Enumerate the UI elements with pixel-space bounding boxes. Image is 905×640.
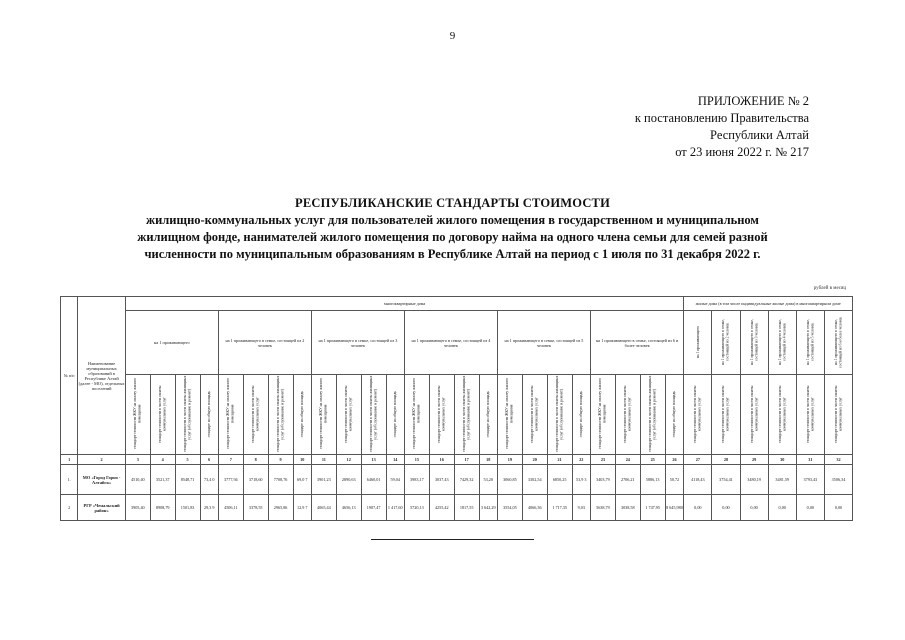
column-number: 30 — [768, 455, 796, 465]
header-house-col — [796, 311, 824, 375]
value-cell: 3038,58 — [615, 495, 640, 521]
header-house-sub — [684, 375, 712, 455]
vertical-header-text: стандарт стоимости в части оплаты коммунальных услуг — [721, 385, 730, 443]
vertical-header-text: стандарт на общую площадь — [672, 390, 677, 438]
appendix-line: Республики Алтай — [710, 128, 809, 142]
value-cell: 3983,17 — [404, 465, 429, 495]
value-cell: 29,3 9 — [200, 495, 218, 521]
vertical-header-text: стандарт на общую площадь — [206, 390, 211, 438]
vertical-header-text: стандарт стоимости в части оплаты жилищных услуг (обслуживание и ремонт) — [555, 375, 564, 453]
value-cell: 53,20 — [479, 465, 497, 495]
vertical-header-text: стандарт стоимости в части оплаты коммунальных услуг — [833, 385, 843, 443]
value-cell: 3718,60 — [243, 465, 268, 495]
value-cell: 1 417,60 — [386, 495, 404, 521]
value-cell: 73,4 0 — [200, 465, 218, 495]
value-cell: 3777,94 — [218, 465, 243, 495]
column-number: 6 — [200, 455, 218, 465]
value-cell: 50,72 — [665, 465, 684, 495]
header-sub-col — [150, 375, 175, 455]
value-cell: 3554,05 — [497, 495, 522, 521]
header-sub-col — [454, 375, 479, 455]
vertical-header-text: стандарт стоимости в части оплаты коммунальных услуг — [693, 385, 702, 443]
value-cell: 1817,55 — [454, 495, 479, 521]
column-number: 18 — [479, 455, 497, 465]
value-cell: 4506,11 — [218, 495, 243, 521]
value-cell: 3037,43 — [429, 465, 454, 495]
column-number: 13 — [361, 455, 386, 465]
header-name: Наименование муниципальных образований в Республике Алтай (далее - МО), отдельных поселений — [78, 297, 126, 455]
header-sub-col — [243, 375, 268, 455]
value-cell: 3901,23 — [311, 465, 336, 495]
vertical-header-text: стандарт стоимости в части оплаты коммунальных услуг — [158, 385, 167, 443]
value-cell: 3 642,29 — [479, 495, 497, 521]
value-cell: 0,00 — [712, 495, 740, 521]
value-cell: 8908,79 — [150, 495, 175, 521]
column-number: 14 — [386, 455, 404, 465]
header-sub-col — [386, 375, 404, 455]
header-subgroup: на 1 проживающего в семье, состоящей из 3 человек — [311, 311, 404, 375]
appendix-header — [635, 93, 809, 161]
value-cell: 5720,13 — [404, 495, 429, 521]
vertical-header-text: стандарт стоимости в части оплаты коммунальных услуг — [777, 385, 787, 443]
value-cell: 5886,13 — [640, 465, 665, 495]
header-subgroup: на 1 проживающего в семье, состоящей из 6 и более человек — [590, 311, 683, 375]
vertical-header-text: стандарт стоимости в части оплаты коммунальных услуг — [805, 385, 815, 443]
vertical-header-text: стандарт стоимости в части оплаты жилищных услуг (обслуживание и ремонт) — [462, 375, 471, 453]
table-row — [61, 465, 853, 495]
column-number: 9 — [268, 455, 293, 465]
column-number: 22 — [572, 455, 590, 465]
appendix-line: к постановлению Правительства — [634, 111, 809, 125]
units-label: рублей в месяц — [813, 286, 846, 291]
value-cell: 7429,32 — [454, 465, 479, 495]
vertical-header-text: на 1 проживающего в семье, состоящей из 4 человек — [777, 319, 787, 366]
value-cell: 3793,43 — [796, 465, 824, 495]
column-number: 28 — [712, 455, 740, 465]
vertical-header-text: стандарт на общую площадь — [392, 390, 397, 438]
vertical-header-text: на 1 проживающего в семье, состоящей из 3 человек — [749, 319, 759, 366]
header-sub-col — [522, 375, 547, 455]
value-cell: 3754,41 — [712, 465, 740, 495]
header-house-col — [768, 311, 796, 375]
vertical-header-text: на 1 проживающего в семье, состоящей из 6 и более человек — [833, 316, 843, 368]
value-cell: 3481,59 — [768, 465, 796, 495]
vertical-header-text: стандарт стоимости в части оплаты коммунальных услуг — [344, 385, 353, 443]
value-cell: 3521,37 — [150, 465, 175, 495]
header-house-col — [824, 311, 852, 375]
header-sub-col — [311, 375, 336, 455]
row-name: МО «Город Горно - Алтайск» — [78, 465, 126, 495]
column-number: 25 — [640, 455, 665, 465]
value-cell: 1 747,95 — [640, 495, 665, 521]
column-number: 23 — [590, 455, 615, 465]
vertical-header-text: на 1 проживающего — [695, 325, 700, 359]
value-cell: 8548,71 — [175, 465, 200, 495]
title-line: РЕСПУБЛИКАНСКИЕ СТАНДАРТЫ СТОИМОСТИ — [294, 196, 611, 210]
value-cell: 3378,55 — [243, 495, 268, 521]
header-group-houses: жилые дома (в том числе индивидуальные жилые дома) в многоквартирном доме — [684, 297, 853, 311]
header-sub-col — [547, 375, 572, 455]
appendix-line: ПРИЛОЖЕНИЕ № 2 — [697, 94, 809, 108]
page-number: 9 — [449, 30, 456, 42]
column-number: 15 — [404, 455, 429, 465]
value-cell: 3060,85 — [497, 465, 522, 495]
header-sub-col — [218, 375, 243, 455]
column-number: 1 — [61, 455, 78, 465]
vertical-header-text: стандарт стоимости в части оплаты коммунальных услуг — [437, 385, 446, 443]
value-cell: 3403,79 — [590, 465, 615, 495]
value-cell: 0,00 — [796, 495, 824, 521]
value-cell: 59,04 — [386, 465, 404, 495]
vertical-header-text: стандарт на общую площадь — [579, 390, 584, 438]
vertical-header-text: стандарт стоимости ЖКУ на оплату жилого помещения — [412, 378, 421, 450]
vertical-header-text: стандарт стоимости ЖКУ на оплату жилого помещения — [226, 378, 235, 450]
header-house-sub — [796, 375, 824, 455]
column-number: 11 — [311, 455, 336, 465]
value-cell: 69,0 7 — [293, 465, 311, 495]
value-cell: 4656,13 — [336, 495, 361, 521]
header-house-sub — [740, 375, 768, 455]
vertical-header-text: стандарт стоимости в части оплаты коммунальных услуг — [530, 385, 539, 443]
vertical-header-text: стандарт стоимости ЖКУ на оплату жилого помещения — [133, 378, 142, 450]
header-sub-col — [572, 375, 590, 455]
vertical-header-text: стандарт стоимости ЖКУ на оплату жилого помещения — [319, 378, 328, 450]
value-cell: 1501,83 — [175, 495, 200, 521]
value-cell: 3302,54 — [522, 465, 547, 495]
header-house-sub — [824, 375, 852, 455]
column-number: 2 — [78, 455, 126, 465]
column-number: 24 — [615, 455, 640, 465]
standards-table-wrapper — [60, 296, 852, 521]
value-cell: 6460,01 — [361, 465, 386, 495]
column-number: 3 — [125, 455, 150, 465]
column-number: 8 — [243, 455, 268, 465]
header-subgroup: на 1 проживающего — [125, 311, 218, 375]
vertical-header-text: стандарт на общую площадь — [299, 390, 304, 438]
vertical-header-text: стандарт стоимости в части оплаты жилищных услуг (обслуживание и ремонт) — [276, 375, 285, 453]
vertical-header-text: на 1 проживающего в семье, состоящей из 5 человек — [805, 319, 815, 366]
column-number: 10 — [293, 455, 311, 465]
appendix-line: от 23 июня 2022 г. № 217 — [675, 145, 809, 159]
value-cell: 3480,19 — [740, 465, 768, 495]
value-cell: 2706,21 — [615, 465, 640, 495]
value-cell: 4065,44 — [311, 495, 336, 521]
header-group-apartment: многоквартирные дома — [125, 297, 683, 311]
header-house-sub — [768, 375, 796, 455]
value-cell: 1907,47 — [361, 495, 386, 521]
header-sub-col — [615, 375, 640, 455]
value-cell: 0,00 — [824, 495, 852, 521]
value-cell: 2965,86 — [268, 495, 293, 521]
header-sub-col — [336, 375, 361, 455]
header-sub-col — [125, 375, 150, 455]
footer-separator — [371, 539, 534, 540]
value-cell: 53,9 3 — [572, 465, 590, 495]
header-house-col — [684, 311, 712, 375]
value-cell: 0,00 — [684, 495, 712, 521]
value-cell: 8 645,980 — [665, 495, 684, 521]
column-number: 16 — [429, 455, 454, 465]
title-line: численности по муниципальным образованиям в Республике Алтай на период с 1 июля по 31 декабря 2022 г. — [144, 247, 761, 261]
header-num: № п/п — [61, 297, 78, 455]
value-cell: 6850,25 — [547, 465, 572, 495]
value-cell: 4510,40 — [125, 465, 150, 495]
row-num: 2 — [61, 495, 78, 521]
value-cell: 0,00 — [740, 495, 768, 521]
header-sub-col — [268, 375, 293, 455]
value-cell: 3506,34 — [824, 465, 852, 495]
header-sub-col — [361, 375, 386, 455]
column-number: 21 — [547, 455, 572, 465]
value-cell: 4255,42 — [429, 495, 454, 521]
header-sub-col — [590, 375, 615, 455]
vertical-header-text: стандарт на общую площадь — [486, 390, 490, 438]
column-number: 29 — [740, 455, 768, 465]
header-sub-col — [665, 375, 684, 455]
column-number: 7 — [218, 455, 243, 465]
header-sub-col — [200, 375, 218, 455]
vertical-header-text: стандарт стоимости в части оплаты коммунальных услуг — [623, 385, 632, 443]
column-number: 31 — [796, 455, 824, 465]
column-number: 32 — [824, 455, 852, 465]
table-row — [61, 495, 853, 521]
value-cell: 5638,79 — [590, 495, 615, 521]
vertical-header-text: стандарт стоимости ЖКУ на оплату жилого помещения — [505, 378, 514, 450]
value-cell: 4066,36 — [522, 495, 547, 521]
column-number: 17 — [454, 455, 479, 465]
value-cell: 9,03 — [572, 495, 590, 521]
title-line: жилищном фонде, нанимателей жилого помещения по договору найма на одного члена семьи для семей разной — [137, 230, 768, 244]
column-number: 19 — [497, 455, 522, 465]
value-cell: 2890,63 — [336, 465, 361, 495]
header-house-col — [712, 311, 740, 375]
header-sub-col — [293, 375, 311, 455]
header-house-col — [740, 311, 768, 375]
value-cell: 7708,76 — [268, 465, 293, 495]
value-cell: 0,00 — [768, 495, 796, 521]
vertical-header-text: стандарт стоимости в части оплаты жилищных услуг (обслуживание и ремонт) — [183, 375, 192, 453]
column-number: 12 — [336, 455, 361, 465]
document-title — [60, 195, 845, 263]
column-number: 26 — [665, 455, 684, 465]
header-sub-col — [640, 375, 665, 455]
header-subgroup: на 1 проживающего в семье, состоящей из 2 человек — [218, 311, 311, 375]
header-house-sub — [712, 375, 740, 455]
value-cell: 12,9 7 — [293, 495, 311, 521]
title-line: жилищно-коммунальных услуг для пользователей жилого помещения в государственном и муниципальном — [146, 213, 759, 227]
value-cell: 1 717,35 — [547, 495, 572, 521]
column-number: 20 — [522, 455, 547, 465]
vertical-header-text: на 1 проживающего в семье, состоящей из 2 человек — [721, 319, 730, 366]
header-sub-col — [479, 375, 497, 455]
value-cell: 3905,40 — [125, 495, 150, 521]
header-sub-col — [404, 375, 429, 455]
vertical-header-text: стандарт стоимости в части оплаты коммунальных услуг — [251, 385, 260, 443]
header-sub-col — [497, 375, 522, 455]
row-name: РГР «Чемальский район» — [78, 495, 126, 521]
row-num: 1. — [61, 465, 78, 495]
value-cell: 4118,43 — [684, 465, 712, 495]
header-sub-col — [175, 375, 200, 455]
column-number: 5 — [175, 455, 200, 465]
column-number: 4 — [150, 455, 175, 465]
header-subgroup: на 1 проживающего в семье, состоящей из 5 человек — [497, 311, 590, 375]
vertical-header-text: стандарт стоимости в части оплаты коммунальных услуг — [749, 385, 759, 443]
column-number: 27 — [684, 455, 712, 465]
vertical-header-text: стандарт стоимости в части оплаты жилищных услуг (обслуживание и ремонт) — [648, 375, 657, 453]
header-subgroup: на 1 проживающего в семье, состоящей из 4 человек — [404, 311, 497, 375]
header-sub-col — [429, 375, 454, 455]
vertical-header-text: стандарт стоимости в части оплаты жилищных услуг (обслуживание и ремонт) — [369, 375, 378, 453]
standards-table — [60, 296, 853, 521]
vertical-header-text: стандарт стоимости ЖКУ на оплату жилого помещения — [598, 378, 607, 450]
